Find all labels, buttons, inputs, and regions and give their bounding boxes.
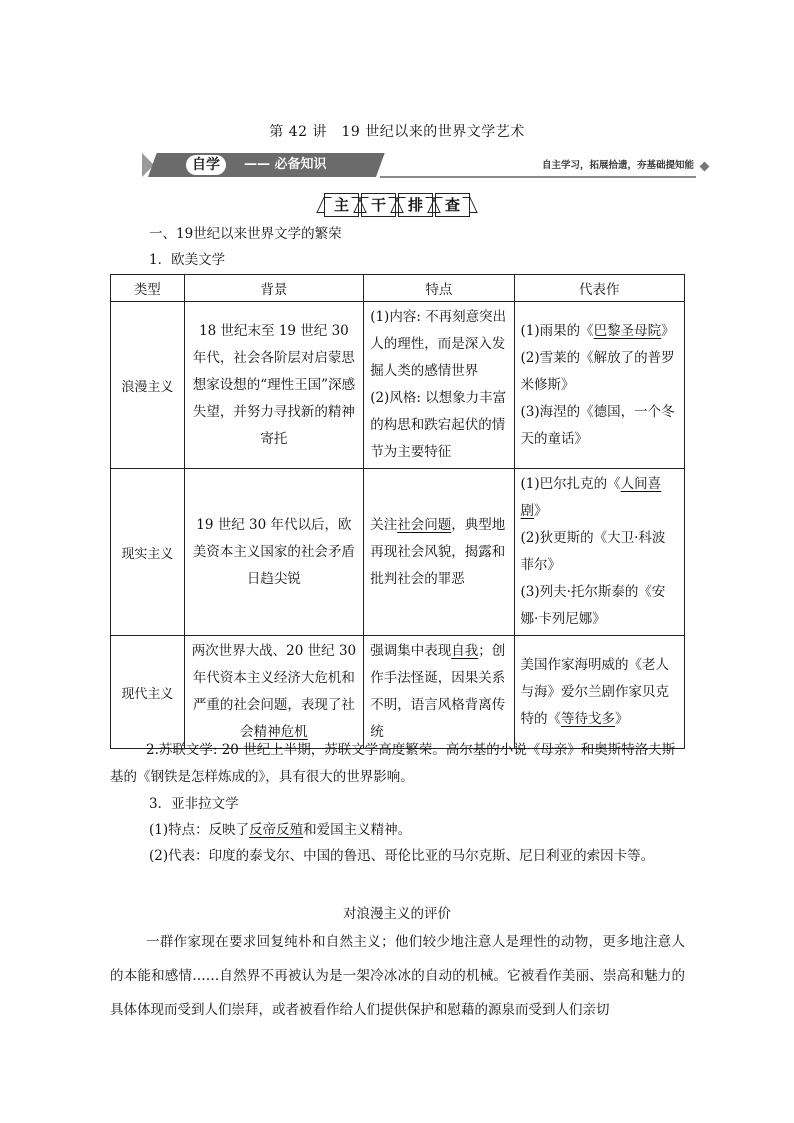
- cell-works: [514, 469, 685, 636]
- work-item: (2)雪莱的《解放了的普罗米修斯》: [520, 349, 675, 393]
- work-item: (1)巴尔扎克的《人间喜剧》: [520, 476, 662, 519]
- section-chip: 主: [324, 193, 359, 217]
- header-features: 特点: [364, 275, 514, 302]
- cell-features: 关注社会问题，典型地再现社会风貌，揭露和批判社会的罪恶: [364, 469, 514, 636]
- section-banner: [148, 149, 710, 179]
- work-item: (3)列夫·托尔斯泰的《安娜·卡列尼娜》: [520, 584, 666, 627]
- reference-title: 对浪漫主义的评价: [343, 906, 451, 922]
- banner-divider: [380, 176, 696, 178]
- header-works: 代表作: [514, 275, 685, 302]
- banner-pill-label: 自学: [186, 155, 226, 175]
- cell-background: 19 世纪 30 年代以后，欧美资本主义国家的社会矛盾日趋尖锐: [184, 469, 364, 636]
- header-type: 类型: [111, 275, 185, 302]
- cell-works: 美国作家海明威的《老人与海》爱尔兰剧作家贝克特的《等待戈多》: [514, 636, 685, 749]
- heading-literature: 一、19世纪以来世界文学的繁荣: [149, 226, 342, 242]
- table-row: [111, 469, 685, 636]
- reference-text: 一群作家现在要求回复纯朴和自然主义；他们较少地注意人是理性的动物，更多地注意人的本能和感情……自然界不再被认为是一架冷冰冰的自动的机械。它被看作美丽、崇高和魅力的具体体现而受到人们崇拜，或者被看作给人们提供保护和慰藉的源泉而受到人们亲切: [110, 934, 685, 1018]
- cell-features: 强调集中表现自我；创作手法怪诞，因果关系不明，语言风格背离传统: [364, 636, 514, 749]
- feature-line: (1)内容: 不再刻意突出人的理性，而是深入发掘人类的感情世界: [370, 309, 507, 379]
- heading-afro-asian-latin: 3．亚非拉文学: [149, 796, 239, 812]
- table-row: [111, 636, 685, 749]
- work-item: (3)海涅的《德国，一个冬天的童话》: [520, 403, 675, 447]
- asia-features: (1)特点：反映了反帝反殖和爱国主义精神。: [149, 822, 412, 838]
- table-row: [111, 302, 685, 469]
- soviet-literature: 2.苏联文学: 20 世纪上半期，苏联文学高度繁荣。高尔基的小说《母亲》和奥斯特洛夫斯基的《钢铁是怎样炼成的》，具有很大的世界影响。: [110, 742, 676, 785]
- cell-type: 浪漫主义: [111, 302, 185, 469]
- cell-features: [364, 302, 514, 469]
- asia-representatives: (2)代表：印度的泰戈尔、中国的鲁迅、哥伦比亚的马尔克斯、尼日利亚的索因卡等。: [149, 848, 655, 864]
- section-chips: [0, 193, 794, 217]
- work-item: (1)雨果的《巴黎圣母院》: [520, 322, 675, 339]
- cell-type: 现实主义: [111, 469, 185, 636]
- banner-subtitle: —— 必备知识: [244, 157, 327, 172]
- work-item: (2)狄更斯的《大卫·科波菲尔》: [520, 530, 666, 573]
- feature-line: (2)风格: 以想象力丰富的构思和跌宕起伏的情节为主要特征: [370, 390, 507, 460]
- diamond-icon: [700, 162, 710, 172]
- cell-background: 两次世界大战、20 世纪 30 年代资本主义经济大危机和严重的社会问题，表现了社会精神危机: [184, 636, 364, 749]
- cell-type: 现代主义: [111, 636, 185, 749]
- table-header-row: [111, 275, 685, 302]
- banner-slogan: 自主学习，拓展拾遗，夯基础提知能: [541, 160, 694, 171]
- page-title: 第 42 讲 19 世纪以来的世界文学艺术: [269, 124, 525, 140]
- section-chip: 排: [398, 193, 433, 217]
- cell-background: 18 世纪末至 19 世纪 30 年代，社会各阶层对启蒙思想家设想的“理性王国”深感失望，并努力寻找新的精神寄托: [184, 302, 364, 469]
- cell-works: [514, 302, 685, 469]
- header-background: 背景: [184, 275, 364, 302]
- section-chip: 干: [361, 193, 396, 217]
- heading-western-literature: 1．欧美文学: [149, 252, 226, 268]
- section-chip: 查: [435, 193, 470, 217]
- literature-table: [110, 274, 685, 749]
